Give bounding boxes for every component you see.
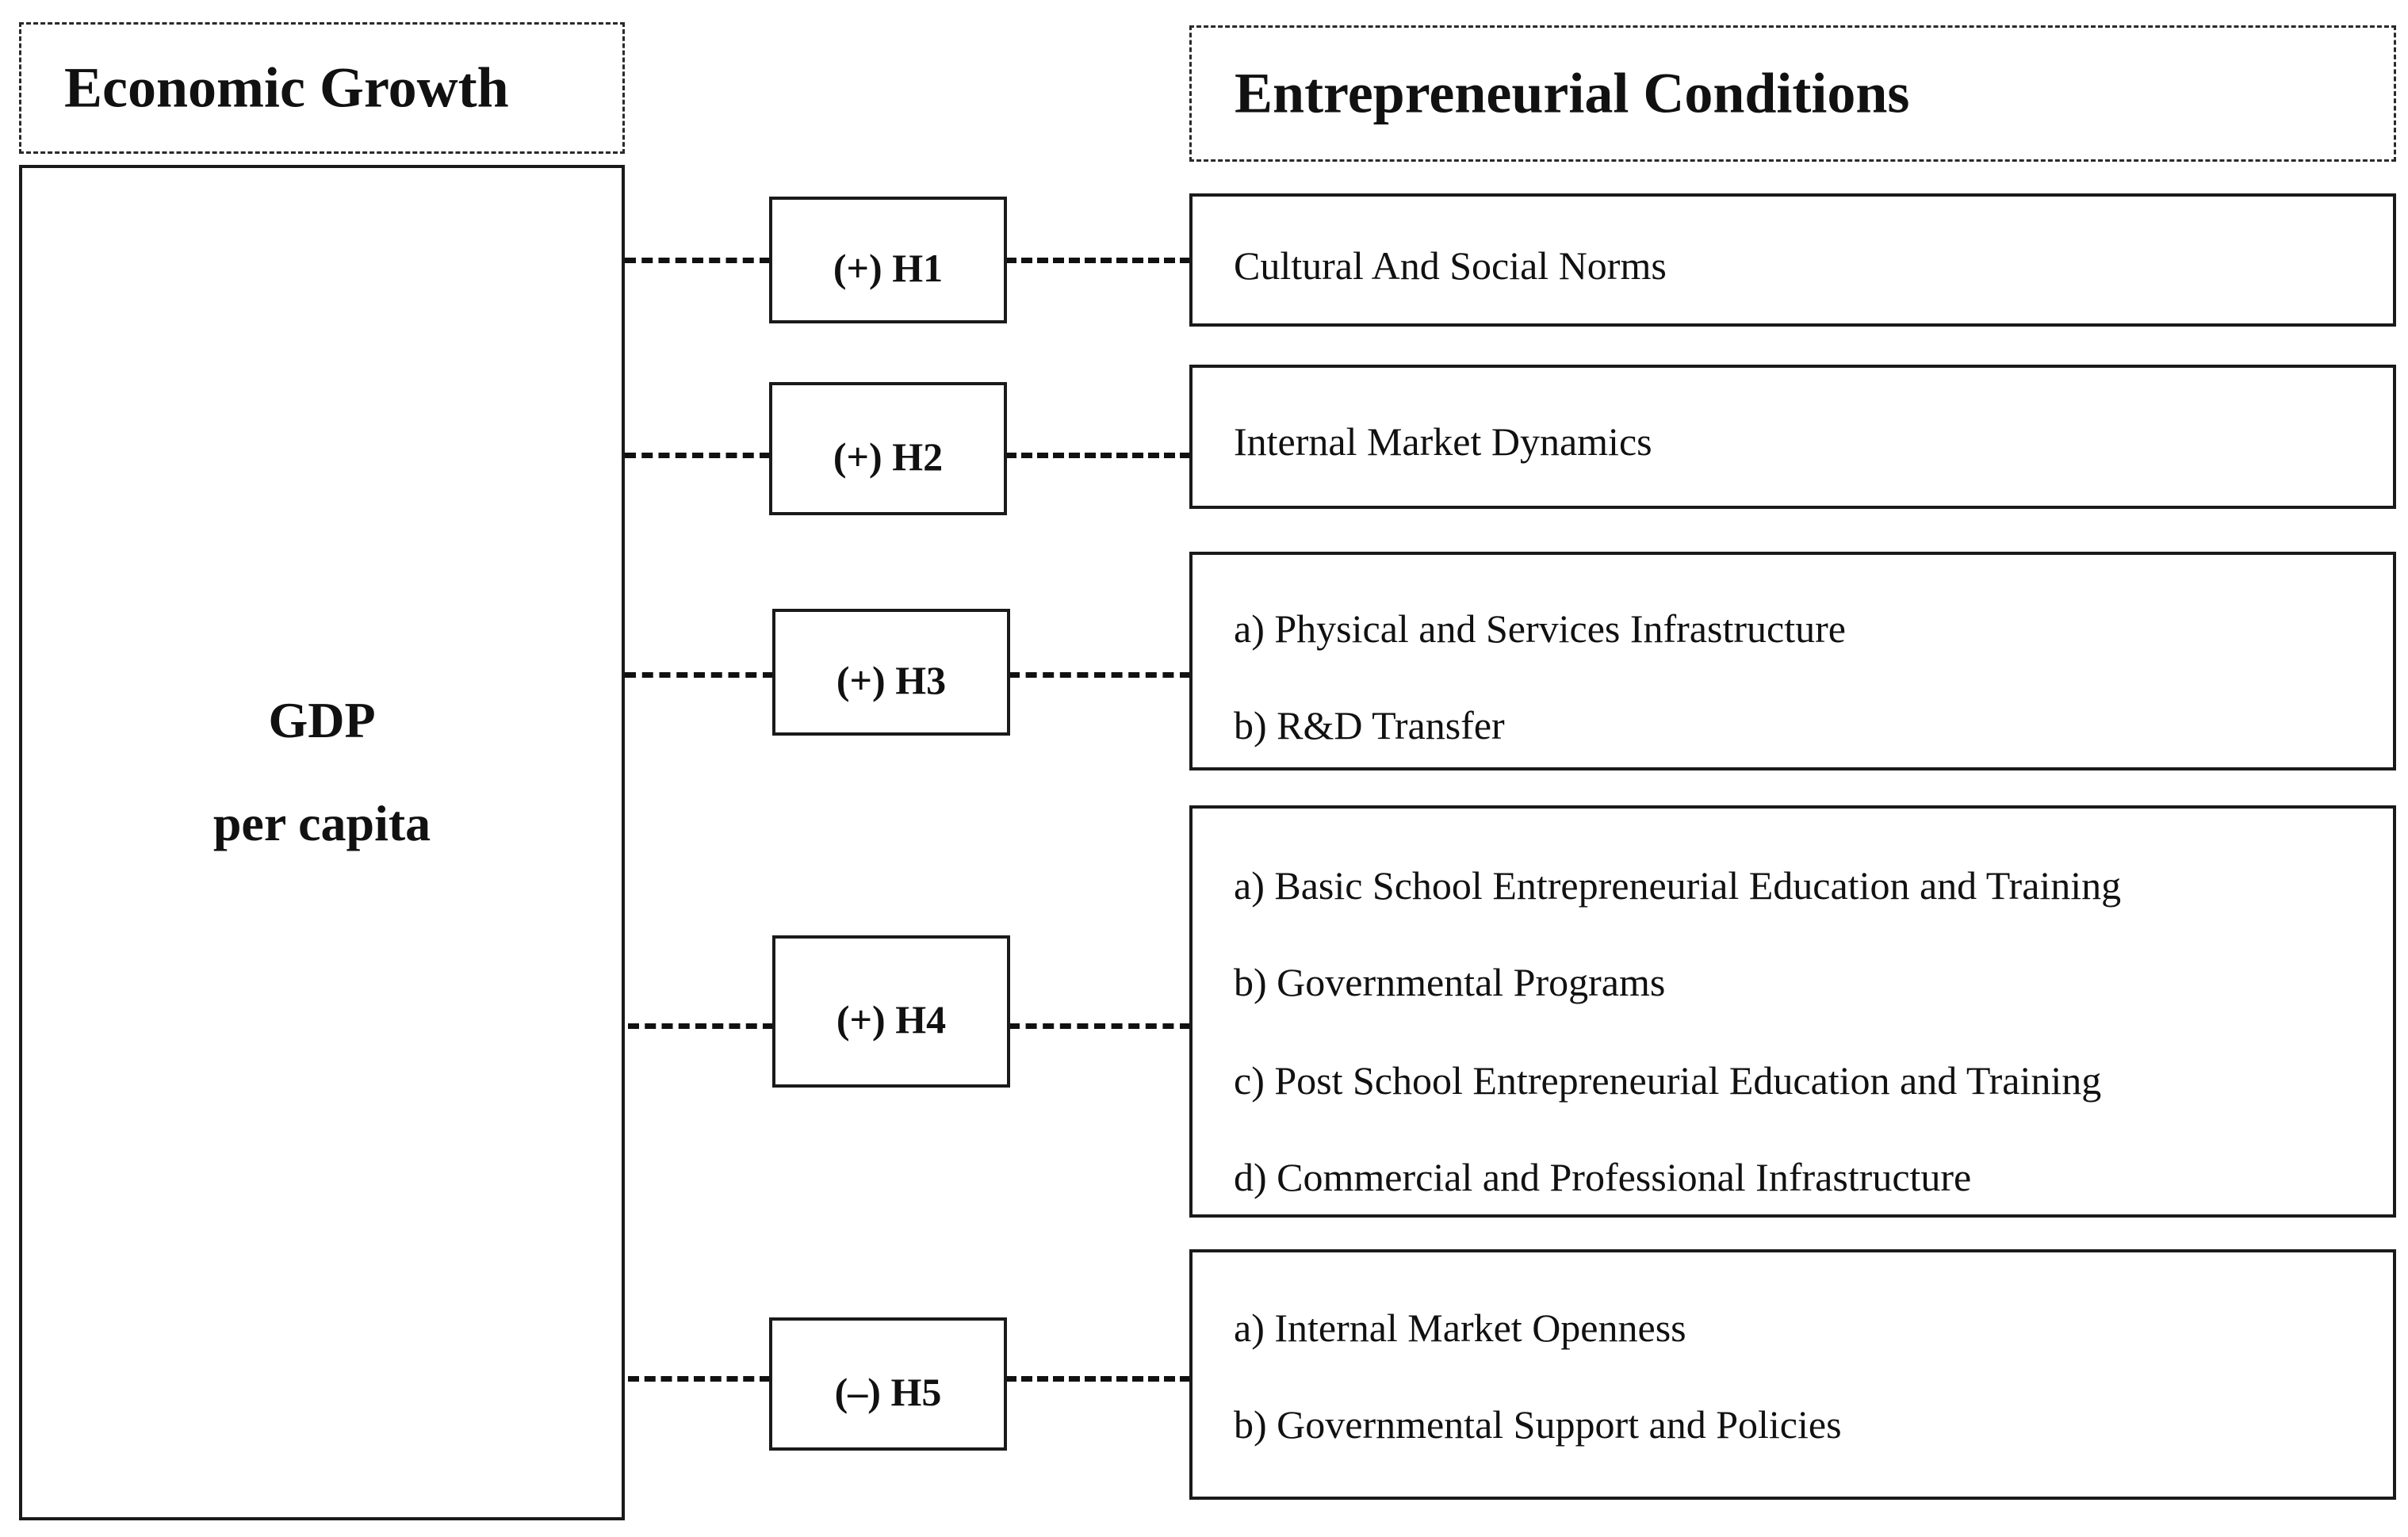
hypothesis-h2-label: (+) H2 xyxy=(833,434,944,479)
hypothesis-h5-box xyxy=(769,1317,1007,1451)
condition-item: a) Basic School Entrepreneurial Education and Training xyxy=(1234,863,2122,908)
condition-box-h3 xyxy=(1189,552,2396,770)
condition-item: Internal Market Dynamics xyxy=(1234,419,1652,464)
hypothesis-h3-box xyxy=(772,609,1010,736)
hypothesis-h2-box xyxy=(769,382,1007,515)
connector-h4-right xyxy=(1009,1023,1191,1029)
entrepreneurial-conditions-header: Entrepreneurial Conditions xyxy=(1235,61,1910,125)
condition-item: c) Post School Entrepreneurial Education and Training xyxy=(1234,1058,2102,1103)
condition-item: a) Physical and Services Infrastructure xyxy=(1234,606,1846,651)
connector-h4-left xyxy=(628,1023,774,1029)
condition-item: d) Commercial and Professional Infrastructure xyxy=(1234,1155,1972,1199)
hypothesis-h4-box xyxy=(772,935,1010,1088)
condition-item: b) Governmental Programs xyxy=(1234,960,1666,1004)
connector-h1-right xyxy=(1005,258,1191,263)
hypothesis-h1-label: (+) H1 xyxy=(833,246,944,290)
economic-growth-header-box xyxy=(19,22,625,154)
connector-h3-right xyxy=(1009,672,1191,678)
condition-item: b) Governmental Support and Policies xyxy=(1234,1402,1842,1447)
entrepreneurial-conditions-header-box xyxy=(1189,25,2396,162)
connector-h2-right xyxy=(1005,453,1191,458)
per-capita-label: per capita xyxy=(212,795,431,851)
connector-h5-left xyxy=(628,1376,771,1382)
condition-box-h5 xyxy=(1189,1249,2396,1500)
connector-h5-right xyxy=(1005,1376,1191,1382)
economic-growth-header: Economic Growth xyxy=(64,55,509,120)
hypothesis-h4-label: (+) H4 xyxy=(836,997,947,1042)
gdp-per-capita-box xyxy=(19,165,625,1520)
condition-box-h1 xyxy=(1189,193,2396,327)
connector-h2-left xyxy=(625,453,771,458)
condition-box-h2 xyxy=(1189,365,2396,509)
condition-item: b) R&D Transfer xyxy=(1234,703,1505,747)
hypothesis-h3-label: (+) H3 xyxy=(836,658,947,702)
hypothesis-h5-label: (–) H5 xyxy=(834,1370,942,1414)
condition-item: a) Internal Market Openness xyxy=(1234,1306,1686,1350)
hypothesis-h1-box xyxy=(769,197,1007,323)
condition-box-h4 xyxy=(1189,805,2396,1218)
gdp-label: GDP xyxy=(268,692,376,748)
connector-h3-left xyxy=(625,672,774,678)
connector-h1-left xyxy=(625,258,771,263)
condition-item: Cultural And Social Norms xyxy=(1234,243,1667,288)
